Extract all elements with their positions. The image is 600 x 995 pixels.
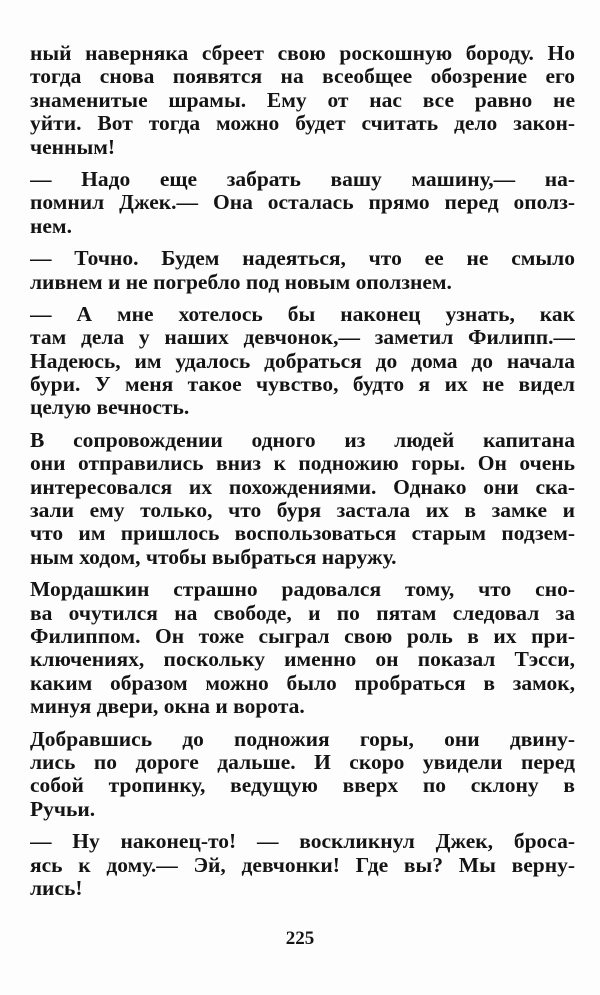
text-line: — Надо еще забрать вашу машину,— на- [30,167,575,191]
text-line: ливнем и не погребло под новым оползнем. [30,270,452,294]
text-line: там дела у наших девчонок,— заметил Филипп.— [30,326,575,350]
text-line: собой тропинку, ведущую вверх по склону в [30,774,575,798]
text-line: каким образом можно было пробраться в замок, [30,671,575,695]
paragraph [30,42,575,159]
text-line: лись по дороге дальше. И скоро увидели перед [30,750,575,774]
text-line: нем. [30,214,72,238]
text-line: Мордашкин страшно радовался тому, что сно- [30,578,575,602]
text-line: помнил Джек.— Она осталась прямо перед ополз- [30,191,575,215]
text-line: лись! [30,876,83,900]
text-line: целую вечность. [30,396,190,420]
text-line: ный наверняка сбреет свою роскошную бороду. Но [30,42,575,65]
text-line: — Точно. Будем надеяться, что ее не смыло [30,247,575,271]
paragraph [30,429,575,569]
text-line: уйти. Вот тогда можно будет считать дело закон- [30,112,575,136]
body-text [30,42,575,900]
text-line: Добравшись до подножия горы, они двину- [30,727,575,751]
text-line: бури. У меня такое чувство, будто я их не видел [30,373,575,397]
text-line: ключениях, поскольку именно он показал Тэсси, [30,648,575,672]
text-line: зали ему только, что буря застала их в замке и [30,499,575,523]
text-line: интересовался их похождениями. Однако они ска- [30,475,575,499]
text-line: Надеюсь, им удалось добраться до дома до начала [30,349,575,373]
paragraph [30,168,575,238]
text-line: В сопровождении одного из людей капитана [30,428,575,452]
text-line: они отправились вниз к подножию горы. Он очень [30,452,575,476]
text-line: — А мне хотелось бы наконец узнать, как [30,302,575,326]
paragraph [30,830,575,900]
text-line: — Ну наконец-то! — воскликнул Джек, броса- [30,830,575,854]
text-line: Филиппом. Он тоже сыграл свою роль в их при- [30,624,575,648]
text-line: Ручьи. [30,797,96,821]
paragraph [30,728,575,822]
page-number: 225 [285,928,315,949]
text-line: ва очутился на свободе, и по пятам следовал за [30,601,575,625]
text-line: ясь к дому.— Эй, девчонки! Где вы? Мы верну- [30,853,575,877]
paragraph [30,247,575,294]
text-line: тогда снова появятся на всеобщее обозрение его [30,65,575,89]
text-line: ченным! [30,135,116,159]
paragraph [30,578,575,718]
text-line: ным ходом, чтобы выбраться наружу. [30,545,397,569]
text-line: минуя двери, окна и ворота. [30,695,305,719]
text-line: знаменитые шрамы. Ему от нас все равно не [30,88,575,112]
paragraph [30,303,575,420]
text-line: что им пришлось воспользоваться старым подзем- [30,522,575,546]
